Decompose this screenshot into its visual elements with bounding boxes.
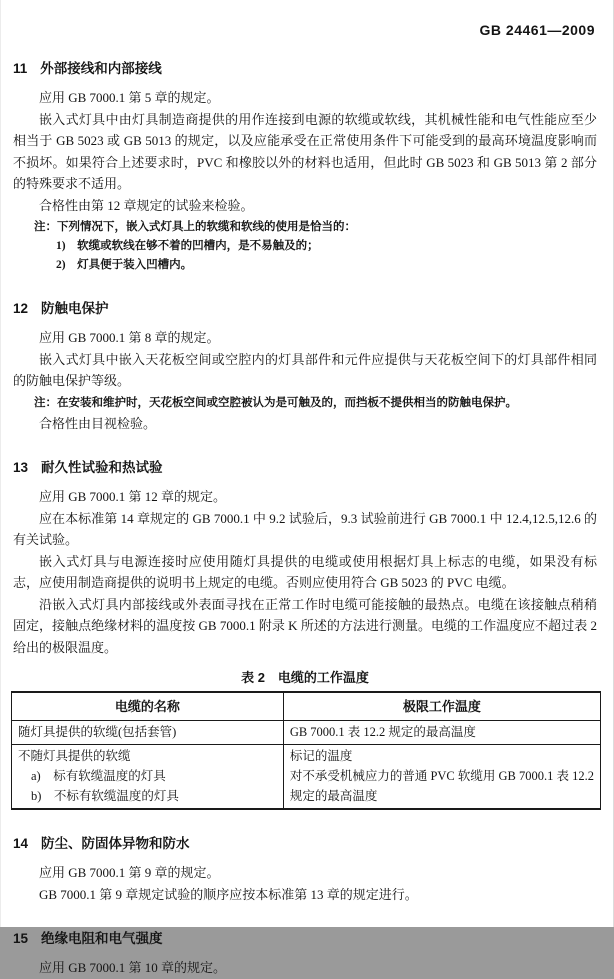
note-item: 2) 灯具便于装入凹槽内。 xyxy=(56,259,193,271)
note-lead: 注：在安装和维护时，天花板空间或空腔被认为是可触及的，而挡板不提供相当的防触电保护。 xyxy=(34,396,517,409)
paragraph: 沿嵌入式灯具内部接线或外表面寻找在正常工作时电缆可能接触的最热点。电缆在该接触点稍稍固定，接触点绝缘材料的温度按 GB 7000.1 附录 K 所述的方法进行测量。电缆的工作温度应不超过表 2 给出的极限温度。 xyxy=(13,596,597,655)
table-cell-cable-name xyxy=(12,745,284,810)
section-number: 15 xyxy=(13,931,29,946)
cell-line: 对不承受机械应力的普通 PVC 软缆用 GB 7000.1 表 12.2 xyxy=(289,769,594,783)
paragraph: 嵌入式灯具中嵌入天花板空间或空腔内的灯具部件和元件应提供与天花板空间下的灯具部件相同的防触电保护等级。 xyxy=(13,351,597,388)
doc-number: GB 24461—2009 xyxy=(479,22,595,38)
cell-line: a) 标有软缆温度的灯具 xyxy=(31,769,166,783)
cell-line: b) 不标有软缆温度的灯具 xyxy=(31,789,179,803)
section-heading-11 xyxy=(13,59,597,79)
table-cell-limit-temperature xyxy=(283,745,600,810)
paragraph: 嵌入式灯具与电源连接时应使用随灯具提供的电缆或使用根据灯具上标志的电缆，如果没有标志，应使用制造商提供的说明书上规定的电缆。否则应使用符合 GB 5023 的 PVC 电缆。 xyxy=(13,553,597,590)
column-header-cable-name: 电缆的名称 xyxy=(12,692,284,721)
paragraph: 应用 GB 7000.1 第 9 章的规定。 xyxy=(39,865,220,880)
section-heading-14 xyxy=(13,834,597,854)
note-item: 1) 软缆或软线在够不着的凹槽内，是不易触及的； xyxy=(56,240,319,252)
table-cell-limit-temperature xyxy=(283,721,600,745)
paragraph: GB 7000.1 第 9 章规定试验的顺序应按本标准第 13 章的规定进行。 xyxy=(39,886,418,902)
section-number: 12 xyxy=(13,301,29,316)
section-number: 11 xyxy=(13,61,28,76)
table-header-row xyxy=(12,692,601,721)
cell-line: 随灯具提供的软缆(包括套管) xyxy=(18,725,177,739)
section-title: 绝缘电阻和电气强度 xyxy=(41,931,163,946)
paragraph: 应用 GB 7000.1 第 5 章的规定。 xyxy=(39,90,220,105)
cell-line: 不随灯具提供的软缆 xyxy=(18,749,131,763)
table-cell-cable-name xyxy=(12,721,284,745)
paragraph: 合格性由目视检验。 xyxy=(39,415,157,431)
paragraph: 应在本标准第 14 章规定的 GB 7000.1 中 9.2 试验后，9.3 试验前进行 GB 7000.1 中 12.4,12.5,12.6 的有关试验。 xyxy=(13,510,597,547)
section-heading-13 xyxy=(13,458,597,478)
table-row xyxy=(12,721,601,745)
section-number: 13 xyxy=(13,460,29,475)
paragraph: 应用 GB 7000.1 第 12 章的规定。 xyxy=(39,489,227,504)
table-row xyxy=(12,745,601,810)
cell-line: 规定的最高温度 xyxy=(289,789,378,803)
paragraph: 嵌入式灯具中由灯具制造商提供的用作连接到电源的软缆或软线，其机械性能和电气性能应至少相当于 GB 5023 或 GB 5013 的规定，以及应能承受在正常使用条件下可能受到的最高环境温度影响而不损坏。如果符合上述要求时，PVC 和橡胶以外的材料也适用，但此时 GB 5023 和 GB 5013 第 2 部分的特殊要求不适用。 xyxy=(13,111,597,191)
section-title: 防尘、防固体异物和防水 xyxy=(41,836,190,851)
cell-line: GB 7000.1 表 12.2 规定的最高温度 xyxy=(289,725,476,739)
section-heading-12 xyxy=(13,299,597,319)
section-title: 耐久性试验和热试验 xyxy=(41,460,163,475)
section-number: 14 xyxy=(13,836,29,851)
section-heading-15 xyxy=(13,929,597,949)
section-title: 外部接线和内部接线 xyxy=(40,61,162,76)
paragraph: 应用 GB 7000.1 第 10 章的规定。 xyxy=(39,960,227,975)
note-block xyxy=(34,394,597,413)
table-2-caption: 表 2 电缆的工作温度 xyxy=(241,670,369,685)
paragraph: 应用 GB 7000.1 第 8 章的规定。 xyxy=(39,330,220,345)
cell-line: 标记的温度 xyxy=(289,749,353,763)
note-block xyxy=(34,218,597,275)
note-lead: 注：下列情况下，嵌入式灯具上的软缆和软线的使用是恰当的： xyxy=(34,221,356,233)
paragraph: 合格性由第 12 章规定的试验来检验。 xyxy=(39,197,254,213)
section-title: 防触电保护 xyxy=(41,301,109,316)
column-header-limit-working-temperature: 极限工作温度 xyxy=(283,692,600,721)
cable-working-temperature-table xyxy=(11,691,601,810)
